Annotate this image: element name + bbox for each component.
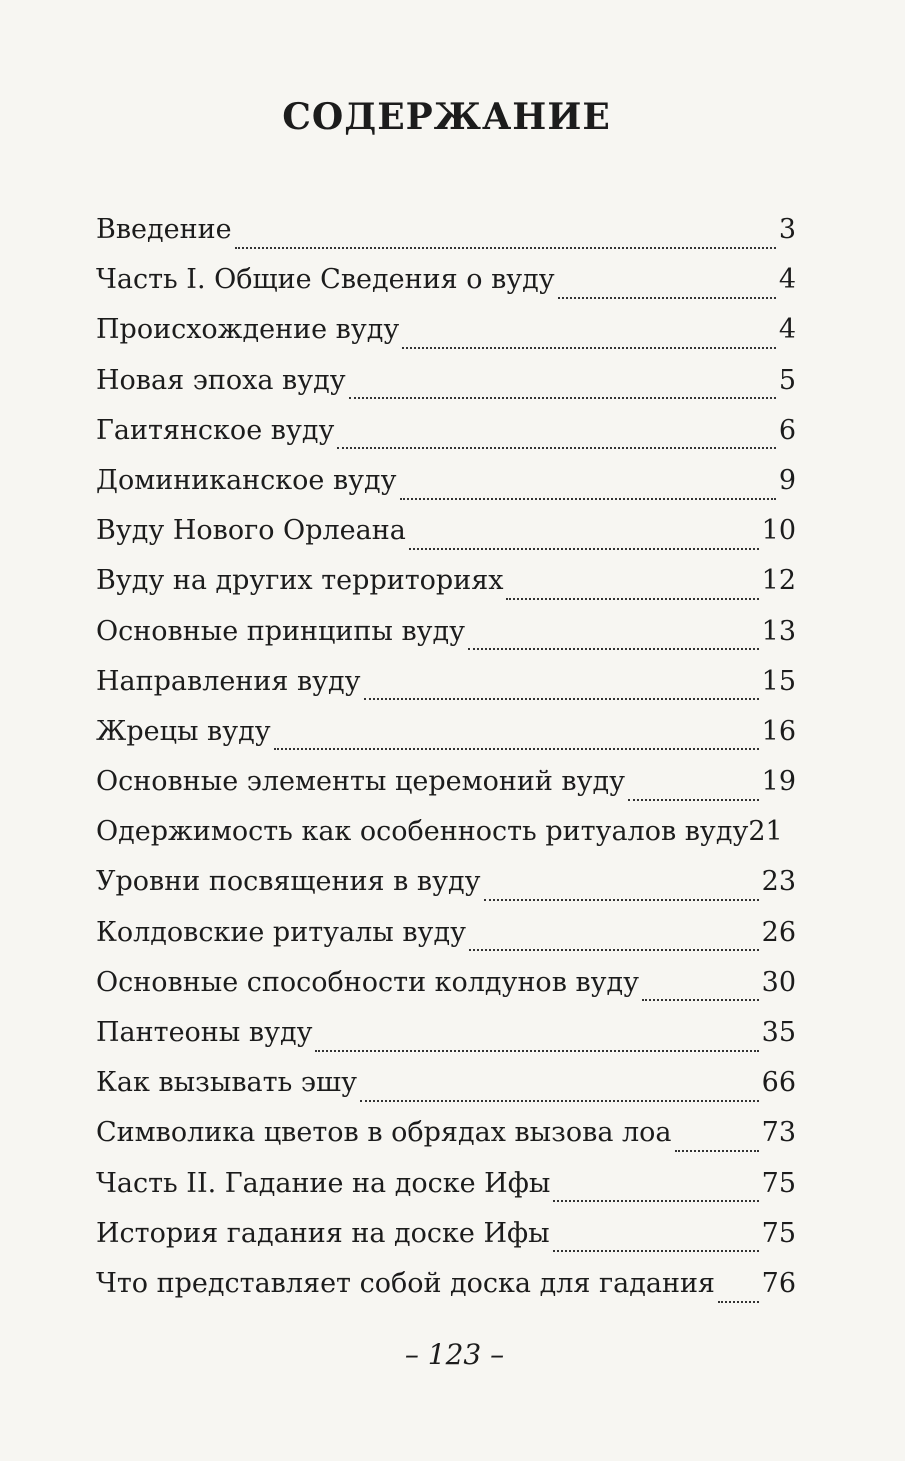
toc-entry-title: Пантеоны вуду (96, 1017, 313, 1048)
toc-entry (96, 365, 796, 415)
leader-dots (468, 647, 759, 650)
toc-entry (96, 1268, 796, 1318)
leader-dots (718, 1300, 759, 1303)
toc-entry (96, 214, 796, 264)
toc-entry-page: 16 (761, 715, 796, 747)
toc-entry-page: 35 (761, 1017, 796, 1048)
toc-entry (96, 1168, 796, 1218)
toc-entry-page: 13 (761, 615, 796, 647)
toc-entry-title: Основные элементы церемоний вуду (96, 766, 626, 798)
toc-entry (96, 666, 796, 716)
leader-dots (484, 898, 759, 901)
toc-entry-title: Жрецы вуду (96, 715, 271, 747)
page-title: СОДЕРЖАНИЕ (282, 96, 611, 138)
toc-entry (96, 1218, 796, 1268)
toc-entry (96, 1017, 796, 1067)
toc-entry-title: Вуду Нового Орлеана (96, 515, 406, 547)
toc-entry-page: 3 (778, 214, 796, 245)
leader-dots (349, 396, 776, 399)
toc-entry-title: Одержимость как особенность ритуалов вуду (96, 816, 749, 848)
toc-entry (96, 616, 796, 666)
toc-entry-page: 75 (761, 1217, 796, 1249)
leader-dots (409, 547, 759, 550)
toc-entry-title: Основные принципы вуду (96, 615, 466, 647)
toc-entry (96, 967, 796, 1017)
toc-entry (96, 766, 796, 816)
toc-entry (96, 264, 796, 314)
toc-entry-title: Что представляет собой доска для гадания (96, 1267, 715, 1299)
toc-entry-title: Вуду на других территориях (96, 565, 504, 597)
leader-dots (506, 597, 758, 600)
leader-dots (274, 747, 759, 750)
toc-entry-page: 23 (761, 866, 796, 898)
toc-entry-title: Доминиканское вуду (96, 464, 397, 496)
toc-entry-page: 10 (761, 515, 796, 547)
leader-dots (400, 497, 776, 500)
toc-entry-page: 4 (778, 264, 796, 296)
toc-entry-title: Как вызывать эшу (96, 1067, 357, 1099)
toc-entry-title: Основные способности колдунов вуду (96, 966, 640, 998)
leader-dots (337, 446, 775, 449)
leader-dots (642, 998, 759, 1001)
toc-entry (96, 415, 796, 465)
toc-entry (96, 515, 796, 565)
leader-dots (628, 798, 759, 801)
leader-dots (402, 346, 776, 349)
leader-dots (360, 1099, 759, 1102)
leader-dots (235, 246, 776, 249)
toc-entry-title: Колдовские ритуалы вуду (96, 916, 466, 948)
toc-entry-title: Часть I. Общие Сведения о вуду (96, 264, 555, 296)
toc-entry-title: Направления вуду (96, 665, 361, 697)
toc-entry (96, 917, 796, 967)
toc-entry-page: 76 (761, 1267, 796, 1299)
toc-entry-title: История гадания на доске Ифы (96, 1217, 550, 1249)
toc-entry-page: 9 (778, 464, 796, 496)
page-number: – 123 – (404, 1338, 505, 1371)
toc-entry (96, 1117, 796, 1167)
toc-entry-page: 21 (748, 816, 783, 848)
leader-dots (553, 1199, 758, 1202)
toc-entry-page: 73 (761, 1117, 796, 1149)
leader-dots (558, 296, 776, 299)
leader-dots (364, 697, 759, 700)
toc-entry-title: Символика цветов в обрядах вызова лоа (96, 1117, 672, 1149)
leader-dots (553, 1249, 759, 1252)
toc-entry-title: Происхождение вуду (96, 314, 400, 346)
toc-entry-page: 75 (761, 1167, 796, 1199)
toc-entry-title: Уровни посвящения в вуду (96, 866, 481, 898)
toc-entry-title: Часть II. Гадание на доске Ифы (96, 1167, 551, 1199)
leader-dots (675, 1149, 759, 1152)
toc-entry (96, 816, 796, 866)
toc-entry-title: Введение (96, 214, 232, 245)
toc-entry (96, 716, 796, 766)
table-of-contents (96, 214, 796, 1318)
toc-entry-page: 15 (761, 665, 796, 697)
toc-entry-title: Новая эпоха вуду (96, 364, 346, 396)
toc-entry (96, 866, 796, 916)
toc-entry-page: 6 (778, 414, 796, 446)
toc-entry-title: Гаитянское вуду (96, 414, 335, 446)
toc-entry-page: 19 (761, 766, 796, 798)
leader-dots (469, 948, 759, 951)
toc-entry-page: 4 (778, 314, 796, 346)
toc-entry-page: 30 (761, 966, 796, 998)
toc-entry (96, 565, 796, 615)
toc-entry-page: 66 (761, 1067, 796, 1099)
toc-entry (96, 1067, 796, 1117)
toc-entry (96, 314, 796, 364)
leader-dots (315, 1049, 758, 1052)
toc-entry (96, 465, 796, 515)
toc-entry-page: 12 (761, 565, 796, 597)
toc-entry-page: 5 (778, 364, 796, 396)
toc-entry-page: 26 (761, 916, 796, 948)
